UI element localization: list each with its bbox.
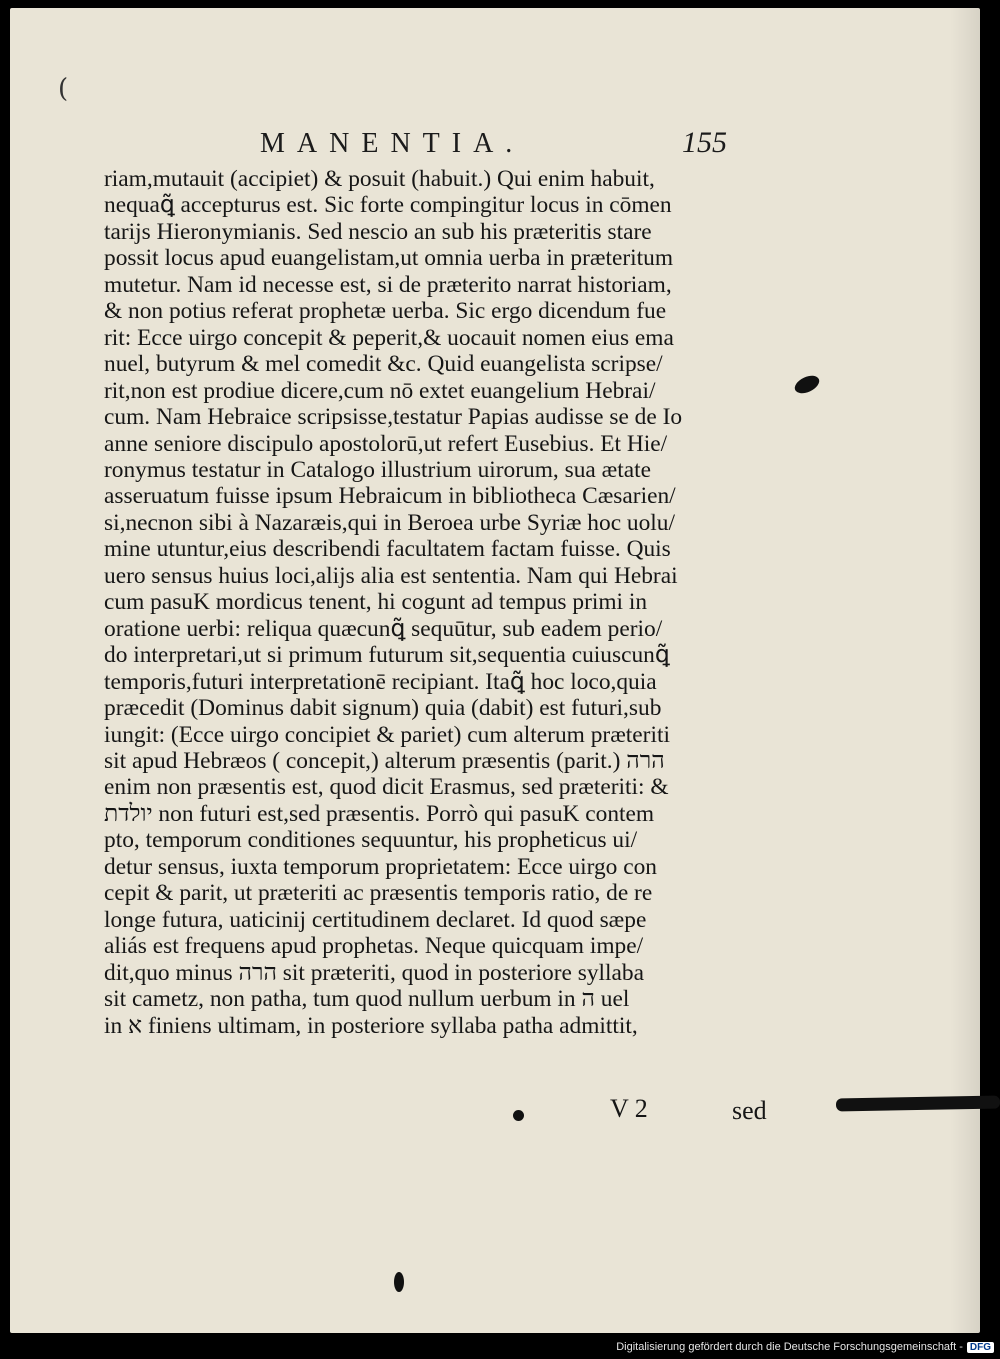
- text-line: si,necnon sibi à Nazaræis,qui in Beroea urbe Syriæ hoc uolu/: [104, 509, 676, 536]
- text-line: riam,mutauit (accipiet) & posuit (habuit.) Qui enim habuit,: [104, 166, 655, 192]
- credit-text: Digitalisierung gefördert durch die Deutsche Forschungsgemeinschaft -: [616, 1341, 963, 1353]
- page-number: 155: [682, 126, 727, 159]
- book-page: [10, 8, 980, 1333]
- text-line: יולדת non futuri est,sed præsentis. Porrò qui pasuK contem: [104, 800, 655, 827]
- text-line: asseruatum fuisse ipsum Hebraicum in bibliotheca Cæsarien/: [104, 483, 676, 510]
- catchword: sed: [732, 1096, 767, 1125]
- text-line: nequaꝗ̃ accepturus est. Sic forte compingitur locus in cōmen: [104, 192, 672, 219]
- text-line: mine utuntur,eius describendi facultatem factam fuisse. Quis: [104, 536, 671, 563]
- text-line: rit,non est prodiue dicere,cum nō extet euangelium Hebrai/: [104, 377, 656, 404]
- text-line: detur sensus, iuxta temporum proprietatem: Ecce uirgo con: [104, 853, 657, 880]
- text-line: tarijs Hieronymianis. Sed nescio an sub his præteritis stare: [104, 218, 652, 245]
- text-line: longe futura, uaticinij certitudinem declaret. Id quod sæpe: [104, 906, 647, 933]
- text-line: cum. Nam Hebraice scripsisse,testatur Papias audisse se de Io: [104, 404, 683, 431]
- text-line: sit cametz, non patha, tum quod nullum uerbum in ה uel: [104, 986, 630, 1013]
- text-line: enim non præsentis est, quod dicit Erasmus, sed præteriti: &: [104, 774, 669, 801]
- page-edge-shadow: [950, 8, 980, 1333]
- ink-dot-lower: [394, 1272, 404, 1292]
- text-line: pto, temporum conditiones sequuntur, his propheticus ui/: [104, 827, 638, 854]
- text-line: aliás est frequens apud prophetas. Neque quicquam impe/: [104, 933, 644, 960]
- body-text: [104, 166, 754, 1039]
- text-line: rit: Ecce uirgo concepit & peperit,& uocauit nomen eius ema: [104, 324, 674, 351]
- text-line: do interpretari,ut si primum futurum sit,sequentia cuiuscunꝗ̃: [104, 642, 670, 669]
- text-line: dit,quo minus הרה sit præteriti, quod in posteriore syllaba: [104, 959, 644, 986]
- margin-mark: (: [58, 74, 69, 104]
- text-line: temporis,futuri interpretationē recipiant. Itaꝗ̃ hoc loco,quia: [104, 668, 657, 695]
- text-line: in א finiens ultimam, in posteriore syllaba patha admittit,: [104, 1012, 638, 1039]
- dfg-logo: DFG: [967, 1342, 994, 1353]
- text-line: cum pasuK mordicus tenent, hi cogunt ad tempus primi in: [104, 589, 648, 616]
- text-line: anne seniore discipulo apostolorū,ut refert Eusebius. Et Hie/: [104, 430, 668, 457]
- text-line: sit apud Hebræos ( concepit,) alterum præsentis (parit.) הרה: [104, 747, 665, 774]
- text-line: oratione uerbi: reliqua quæcunꝗ̃ sequūtur, sub eadem perio/: [104, 615, 663, 642]
- signature-mark: V 2: [610, 1094, 648, 1123]
- text-line: mutetur. Nam id necesse est, si de præterito narrat historiam,: [104, 271, 672, 298]
- text-line: possit locus apud euangelistam,ut omnia uerba in præteritum: [104, 245, 674, 272]
- text-line: cepit & parit, ut præteriti ac præsentis temporis ratio, de re: [104, 880, 653, 907]
- text-line: nuel, butyrum & mel comedit &c. Quid euangelista scripse/: [104, 351, 663, 378]
- ink-dot: [513, 1110, 524, 1121]
- running-head: MANENTIA.: [260, 128, 525, 159]
- text-line: uero sensus huius loci,alijs alia est sententia. Nam qui Hebrai: [104, 562, 678, 589]
- digitization-credit: [616, 1341, 994, 1353]
- text-line: iungit: (Ecce uirgo concipiet & pariet) cum alterum præteriti: [104, 721, 670, 748]
- text-line: & non potius referat prophetæ uerba. Sic ergo dicendum fue: [104, 298, 667, 325]
- text-line: præcedit (Dominus dabit signum) quia (dabit) est futuri,sub: [104, 695, 662, 722]
- text-line: ronymus testatur in Catalogo illustrium uirorum, sua ætate: [104, 456, 652, 483]
